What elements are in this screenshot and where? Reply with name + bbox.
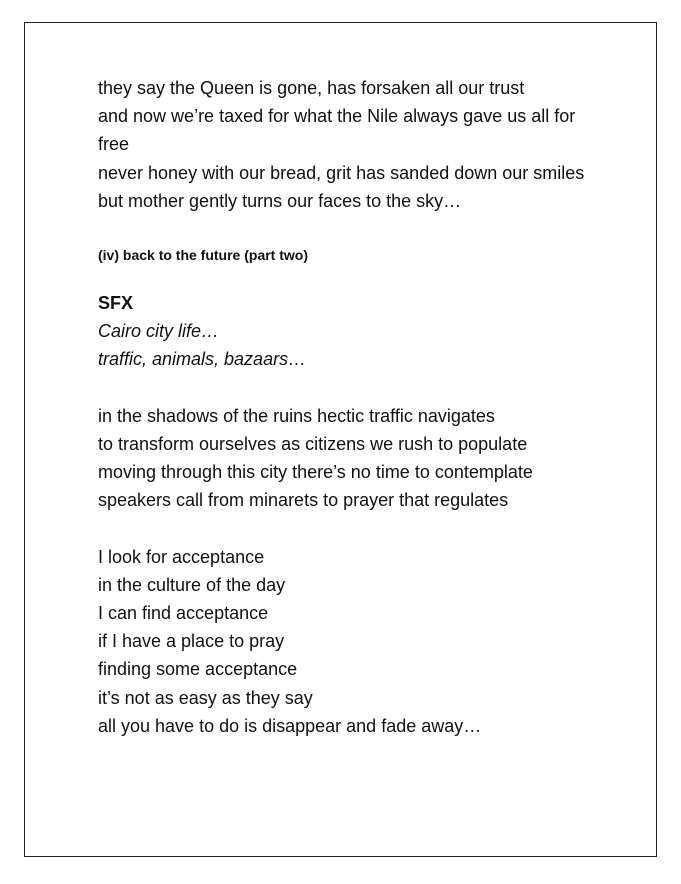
sfx-line: traffic, animals, bazaars… bbox=[98, 349, 307, 370]
stanza-one bbox=[98, 74, 588, 215]
page-content bbox=[98, 74, 588, 740]
sfx-block bbox=[98, 289, 588, 373]
stanza-two bbox=[98, 402, 588, 515]
section-heading: (iv) back to the future (part two) bbox=[98, 247, 308, 264]
poem-line: all you have to do is disappear and fade away… bbox=[98, 715, 482, 736]
poem-line: moving through this city there’s no time to contemplate bbox=[98, 462, 533, 483]
poem-line: to transform ourselves as citizens we rush to populate bbox=[98, 433, 528, 454]
poem-line: it’s not as easy as they say bbox=[98, 687, 313, 708]
poem-line: they say the Queen is gone, has forsaken all our trust bbox=[98, 78, 525, 98]
poem-line: if I have a place to pray bbox=[98, 631, 285, 652]
poem-line: but mother gently turns our faces to the sky… bbox=[98, 190, 462, 211]
poem-line: in the culture of the day bbox=[98, 574, 286, 595]
poem-line: I look for acceptance bbox=[98, 546, 265, 567]
poem-line: I can find acceptance bbox=[98, 603, 269, 624]
poem-line: in the shadows of the ruins hectic traffic navigates bbox=[98, 405, 495, 426]
poem-line: and now we’re taxed for what the Nile always gave us all for free bbox=[98, 106, 576, 155]
sfx-line: Cairo city life… bbox=[98, 321, 220, 342]
stanza-three bbox=[98, 543, 588, 740]
poem-line: finding some acceptance bbox=[98, 659, 298, 680]
poem-line: never honey with our bread, grit has sanded down our smiles bbox=[98, 162, 585, 183]
poem-line: speakers call from minarets to prayer that regulates bbox=[98, 490, 509, 511]
sfx-label: SFX bbox=[98, 293, 134, 314]
